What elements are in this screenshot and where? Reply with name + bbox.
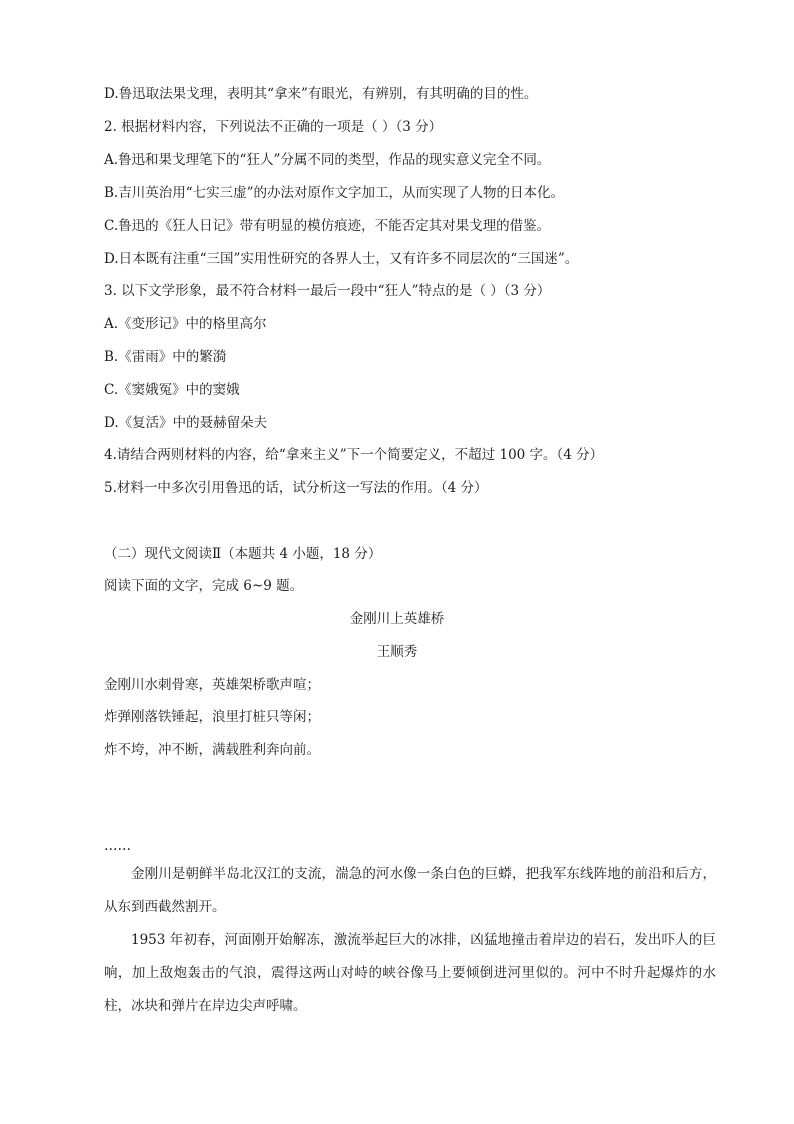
poem-line-3: 炸不垮，冲不断，满载胜利奔向前。 [104,742,320,758]
section-2-instruction: 阅读下面的文字，完成 6~9 题。 [104,578,304,594]
question-3-option-d: D.《复活》中的聂赫留朵夫 [104,415,268,431]
article-paragraph-1: 金刚川是朝鲜半岛北汉江的支流，湍急的河水像一条白色的巨蟒，把我军东线阵地的前沿和后方，从东到西截然割开。 [104,866,716,915]
section-2-heading: （二）现代文阅读Ⅱ（本题共 4 小题，18 分） [104,546,382,562]
article-author: 王顺秀 [376,644,418,660]
question-3-option-b: B.《雷雨》中的繁漪 [104,349,227,365]
poem-line-1: 金刚川水刺骨寒，英雄架桥歌声喧； [104,677,320,693]
question-3-stem: 3. 以下文学形象，最不符合材料一最后一段中“狂人”特点的是（ ）（3 分） [104,283,551,299]
ellipsis: …… [104,838,131,854]
question-3-option-a: A.《变形记》中的格里高尔 [104,316,267,332]
article-paragraph-2: 1953 年初春，河面刚开始解冻，激流举起巨大的冰排，凶猛地撞击着岸边的岩石，发出吓人的巨响，加上敌炮轰击的气浪，震得这两山对峙的峡谷像马上要倾倒进河里似的。河中不时升起爆炸的水柱，冰块和弹片在岸边尖声呼啸。 [104,932,716,1014]
question-2-option-c: C.鲁迅的《狂人日记》带有明显的模仿痕迹，不能否定其对果戈理的借鉴。 [104,218,551,234]
q1-option-d: D.鲁迅取法果戈理，表明其“拿来”有眼光，有辨别，有其明确的目的性。 [104,86,538,102]
question-2-option-b: B.吉川英治用“七实三虚”的办法对原作文字加工，从而实现了人物的日本化。 [104,185,565,201]
question-3-option-c: C.《窦娥冤》中的窦娥 [104,382,240,398]
article-title: 金刚川上英雄桥 [349,611,445,627]
question-2-option-d: D.日本既有注重“三国”实用性研究的各界人士，又有许多不同层次的“三国迷”。 [104,251,579,267]
poem-line-2: 炸弹刚落铁锤起，浪里打桩只等闲； [104,709,320,725]
question-4: 4.请结合两则材料的内容，给“拿来主义”下一个简要定义，不超过 100 字。（4 分） [104,447,604,463]
question-2-stem: 2. 根据材料内容，下列说法不正确的一项是（ ）（3 分） [104,119,443,135]
question-2-option-a: A.鲁迅和果戈理笔下的“狂人”分属不同的类型，作品的现实意义完全不同。 [104,152,551,168]
question-5: 5.材料一中多次引用鲁迅的话，试分析这一写法的作用。（4 分） [104,480,488,496]
